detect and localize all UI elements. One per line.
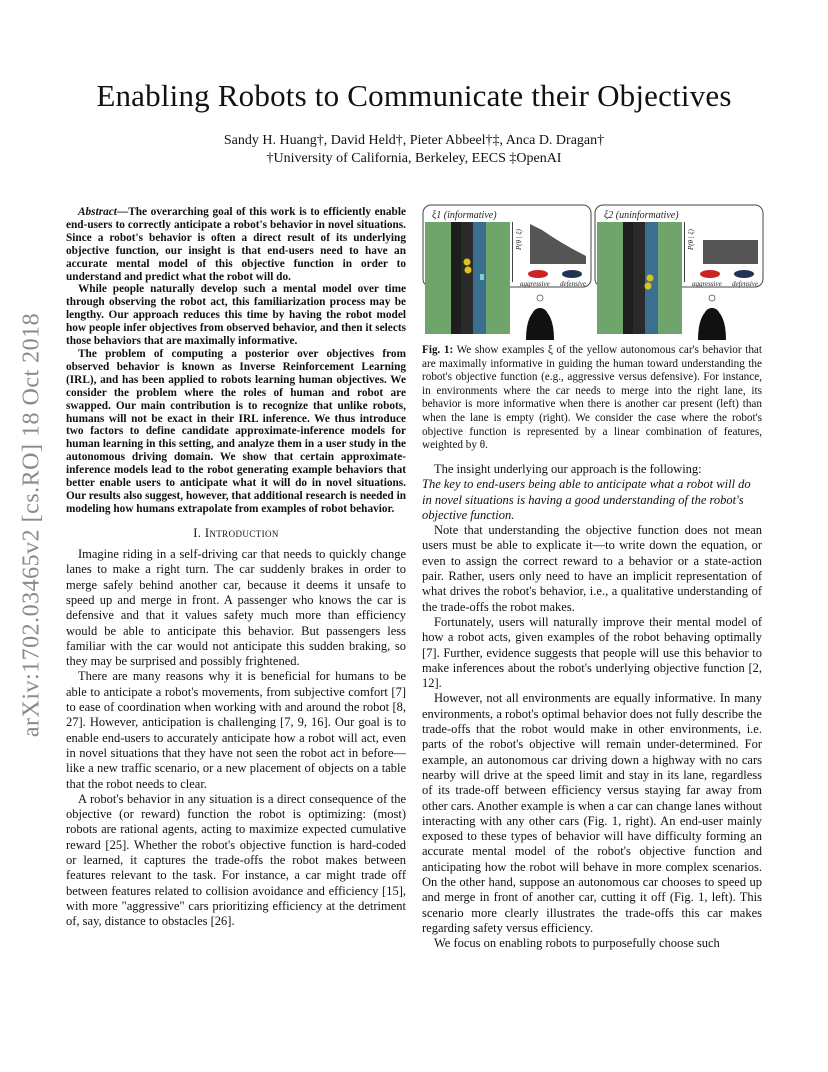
body-paragraph: Fortunately, users will naturally improve their mental model of how a robot acts, given examples of the robot behaving optimally [7]. Further, evidence suggests that people will use this behavior to make inferences about the robot's underlying objective function [2, 12]. bbox=[422, 614, 762, 691]
body-paragraph: However, not all environments are equally informative. In many environments, a robot's optimal behavior does not fully describe the trade-offs that the robot would make in other environments, i.e. parts of the robot's objective will remain under-determined. For example, an autonomous car driving down a highway with no cars nearby will drive at the speed limit and stay in its lane, regardless of its trade-off between efficiency versus staying far away from other cars. Another example is when a car can change lanes without interacting with any other cars (Fig. 1, right). An end-user mainly exposed to these types of behavior will have difficulty forming an accurate mental model of the robot's objective function and anticipating how the robot will behave in more complex scenarios. On the other hand, suppose an autonomous car chooses to speed up and merge in front of another car, cutting it off (Fig. 1, left). This scenario more clearly illustrates the trade-offs this car makes regarding safety versus efficiency. bbox=[422, 691, 762, 935]
body-paragraph: A robot's behavior in any situation is a direct consequence of the objective (or reward) function the robot is optimizing: (most) robots are rational agents, acting to maximize expected cumulative reward [25]. Whether the robot's objective function is hard-coded or learned, it captures the trade-offs the robot makes between features relevant to the task. For instance, a car might trade off between features related to collision avoidance and efficiency [15], with more "aggressive" cars prioritizing efficiency at the detriment of, say, distance to obstacles [26]. bbox=[66, 791, 406, 929]
body-paragraph: There are many reasons why it is beneficial for humans to be able to anticipate a robot's movements, from subjective comfort [7] to ease of coordination when working with and around the robot [8, 27]. However, anticipation is challenging [7, 9, 16]. Our goal is to enable end-users to accurately anticipate how a robot will act, even in novel situations that they have not seen the robot act in before—like a new traffic scenario, or a new placement of objects on a table that the robot needs to clear. bbox=[66, 669, 406, 791]
arxiv-stamp bbox=[14, 290, 50, 760]
panel1-x-left: aggressive bbox=[520, 280, 550, 288]
panel2-label: ξ2 (uninformative) bbox=[604, 210, 679, 221]
abstract-p3: The problem of computing a posterior over objectives from observed behavior is known as Inverse Reinforcement Learning (IRL), and has been applied to robots learning human objectives. We consider the problem where the roles of human and robot are swapped. Our main contribution is to recognize that unlike robots, humans will not be exact in their IRL inference. We thus introduce two factors to define candidate approximate-inference models for human learning in this setting, and analyze them in a user study in the autonomous driving domain. We show that certain approximate-inference models lead to the robot generating example behaviors that better enable users to anticipate what it will do in novel situations. Our results also suggest, however, that additional research is needed in modeling how humans extrapolate from examples of robot behavior. bbox=[66, 347, 406, 515]
panel1-axis-label: P(θ | ξ) bbox=[515, 229, 523, 250]
abstract bbox=[66, 206, 406, 516]
arxiv-stamp-text: arXiv:1702.03465v2 [cs.RO] 18 Oct 2018 bbox=[18, 312, 45, 738]
body-paragraph: The insight underlying our approach is the following: bbox=[434, 462, 702, 476]
insight-quote: The key to end-users being able to anticipate what a robot will do in novel situations is having a good understanding of the robot's objective function. bbox=[422, 477, 751, 522]
abstract-label: Abstract bbox=[78, 206, 117, 218]
affiliations-line: †University of California, Berkeley, EECS ‡OpenAI bbox=[266, 151, 562, 166]
caption-text: We show examples ξ of the yellow autonomous car's behavior that are maximally informative in guiding the human toward understanding the robot's objective function (e.g., aggressive versus defensive). For instance, in environments where the car needs to merge into the right lane, its behavior is more informative when there is another car present (left) than when the lane is empty (right). We consider the case where the robot's objective function is represented by a linear combination of features, weighted by θ. bbox=[422, 344, 762, 452]
abstract-p1: —The overarching goal of this work is to efficiently enable end-users to correctly anticipate a robot's behavior in novel situations. Since a robot's behavior is often a direct result of its underlying objective function, our insight is that end-users need to have an accurate mental model of this objective function in order to understand and predict what the robot will do. bbox=[66, 206, 406, 283]
caption-label: Fig. 1: bbox=[422, 344, 454, 356]
body-paragraph: We focus on enabling robots to purposefully choose such bbox=[434, 936, 720, 951]
panel-informative bbox=[423, 205, 591, 340]
section-heading: I. Introduction bbox=[193, 525, 279, 540]
authors-line: Sandy H. Huang†, David Held†, Pieter Abbeel†‡, Anca D. Dragan† bbox=[223, 133, 605, 148]
body-paragraph: Note that understanding the objective function does not mean users must be able to explicate it—to write down the equation, or even to assign the correct reward to a behavior or a state-action pair. Rather, users only need to have an implicit representation of what drives the robot's behavior, i.e., a qualitative understanding of the trade-offs the robot makes. bbox=[422, 523, 762, 614]
panel2-x-left: aggressive bbox=[692, 280, 722, 288]
panel-uninformative bbox=[595, 205, 763, 340]
figure-1-caption bbox=[422, 344, 762, 453]
panel2-x-right: defensive bbox=[732, 280, 759, 288]
paper-title: Enabling Robots to Communicate their Objectives bbox=[96, 78, 732, 113]
body-paragraph: Imagine riding in a self-driving car that needs to quickly change lanes to make a right turn. The car suddenly brakes in order to merge safely behind another car, because it deems it unsafe to speed up and merge in front. A passenger who knows the car is defensive and that it values safety much more than efficiency would be able to anticipate this behavior. But passengers less familiar with the car would not anticipate this sudden braking, so they may be surprised and possibly frightened. bbox=[66, 547, 406, 669]
left-column bbox=[66, 206, 406, 929]
abstract-p2: While people naturally develop such a mental model over time through observing the robot act, this familiarization process may be lengthy. Our approach reduces this time by having the robot model how people infer objectives from observed behavior, and then it selects those behaviors that are maximally informative. bbox=[66, 283, 406, 348]
panel2-axis-label: P(θ | ξ) bbox=[687, 229, 695, 250]
figure-1-illustration bbox=[422, 204, 764, 342]
author-block bbox=[0, 132, 828, 168]
right-column bbox=[422, 462, 762, 952]
panel1-x-right: defensive bbox=[560, 280, 587, 288]
panel1-label: ξ1 (informative) bbox=[432, 210, 497, 221]
figure-1 bbox=[422, 204, 764, 342]
